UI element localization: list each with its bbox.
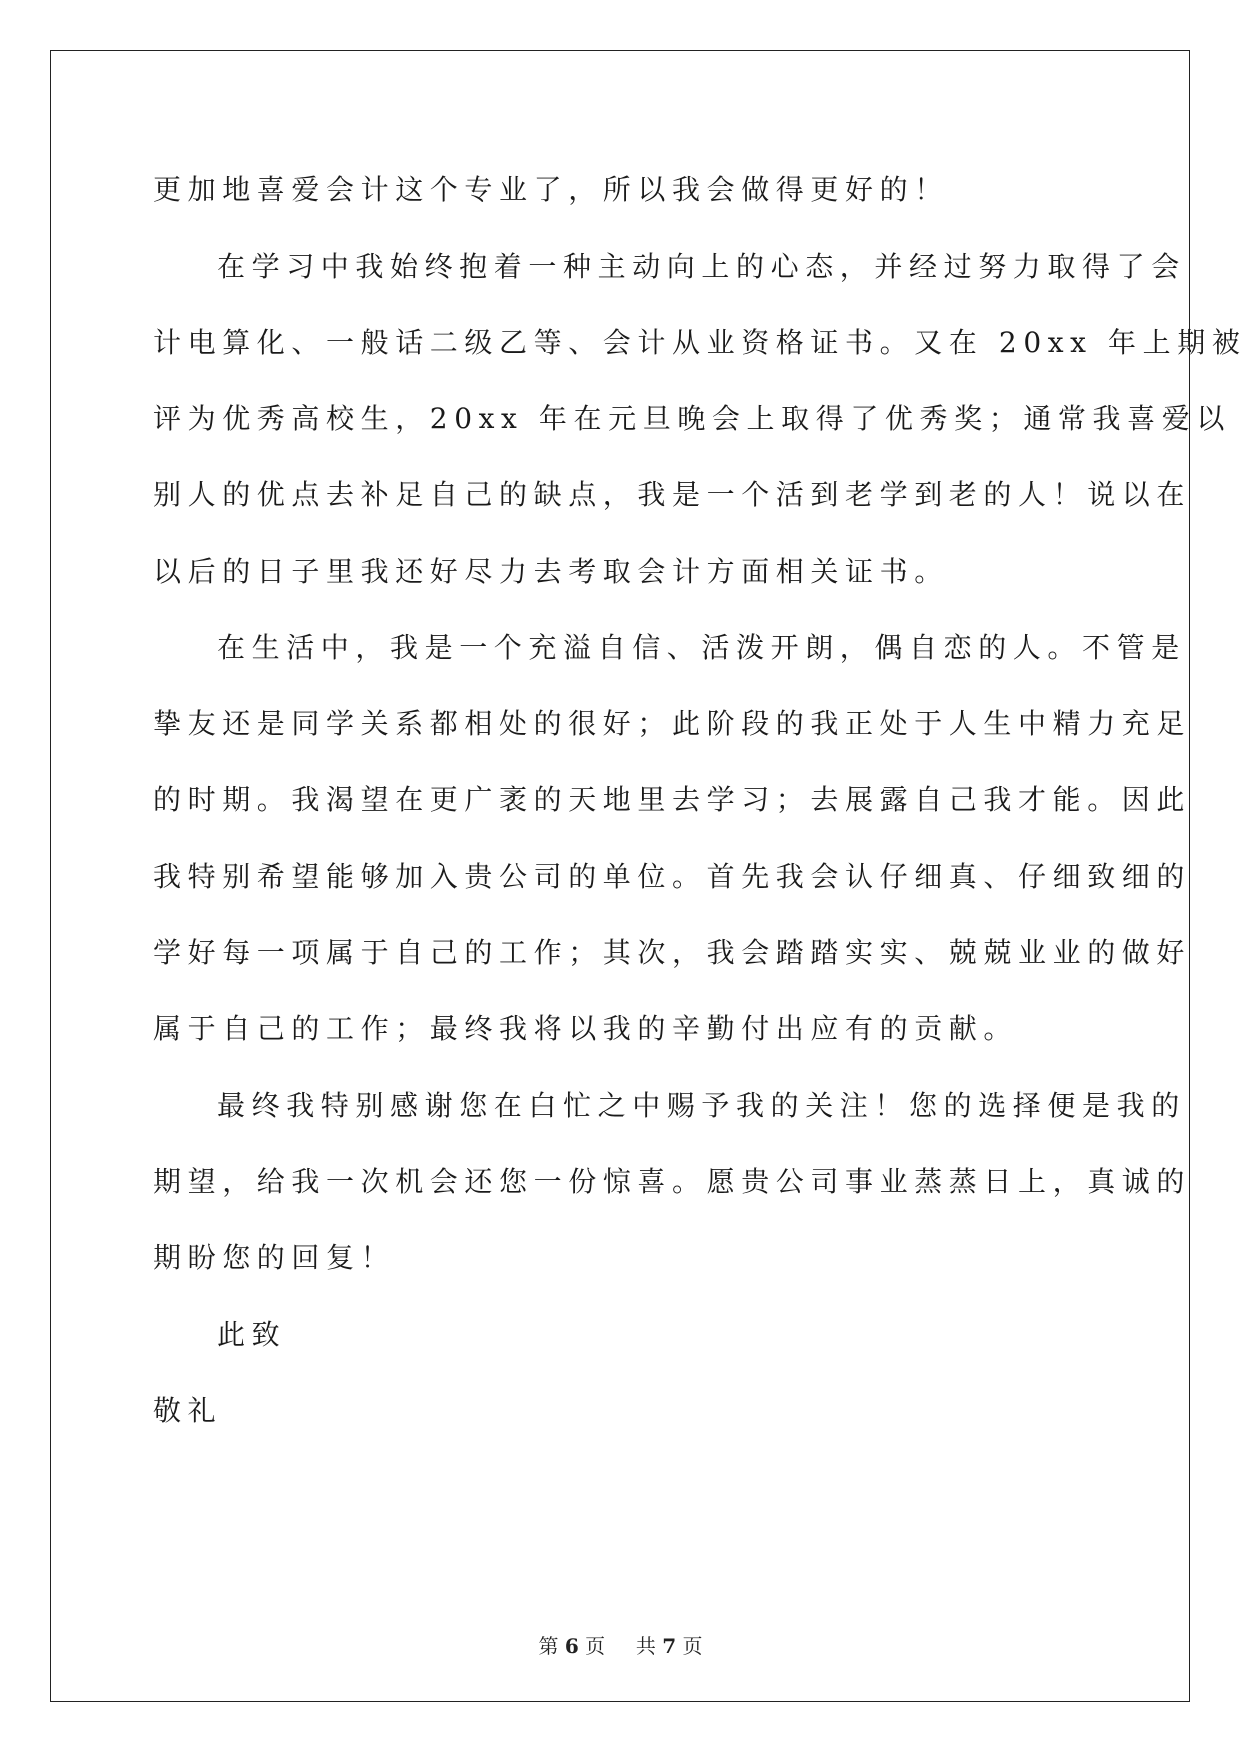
text-line: 挚友还是同学关系都相处的很好；此阶段的我正处于人生中精力充足 <box>153 707 1192 740</box>
paragraph-start-line: 在生活中，我是一个充溢自信、活泼开朗，偶自恋的人。不管是 <box>217 631 1186 664</box>
paragraph-start-line: 在学习中我始终抱着一种主动向上的心态，并经过努力取得了会 <box>217 250 1186 283</box>
text-line: 更加地喜爱会计这个专业了，所以我会做得更好的！ <box>153 173 949 206</box>
text-line: 的时期。我渴望在更广袤的天地里去学习；去展露自己我才能。因此 <box>153 783 1192 816</box>
text-line: 评为优秀高校生，20xx 年在元旦晚会上取得了优秀奖；通常我喜爱以 <box>153 402 1231 435</box>
text-line: 别人的优点去补足自己的缺点，我是一个活到老学到老的人！说以在 <box>153 478 1192 511</box>
closing-salutation: 此致 <box>217 1318 287 1351</box>
text-line: 属于自己的工作；最终我将以我的辛勤付出应有的贡献。 <box>153 1012 1019 1045</box>
page-number-suffix: 页 <box>585 1634 606 1658</box>
total-page-count: 7 <box>662 1634 677 1658</box>
total-pages-suffix: 页 <box>682 1634 703 1658</box>
page-footer <box>0 1630 1241 1659</box>
text-line: 学好每一项属于自己的工作；其次，我会踏踏实实、兢兢业业的做好 <box>153 936 1192 969</box>
text-line: 我特别希望能够加入贵公司的单位。首先我会认仔细真、仔细致细的 <box>153 860 1192 893</box>
text-line: 计电算化、一般话二级乙等、会计从业资格证书。又在 20xx 年上期被 <box>153 326 1246 359</box>
text-line: 期望，给我一次机会还您一份惊喜。愿贵公司事业蒸蒸日上，真诚的 <box>153 1165 1192 1198</box>
page-number-prefix: 第 <box>538 1634 559 1658</box>
total-pages-prefix: 共 <box>635 1634 656 1658</box>
paragraph-start-line: 最终我特别感谢您在白忙之中赐予我的关注！您的选择便是我的 <box>217 1089 1186 1122</box>
text-line: 以后的日子里我还好尽力去考取会计方面相关证书。 <box>153 555 949 588</box>
current-page-number: 6 <box>564 1634 579 1658</box>
text-line: 期盼您的回复！ <box>153 1241 396 1274</box>
closing-regards: 敬礼 <box>153 1394 223 1427</box>
